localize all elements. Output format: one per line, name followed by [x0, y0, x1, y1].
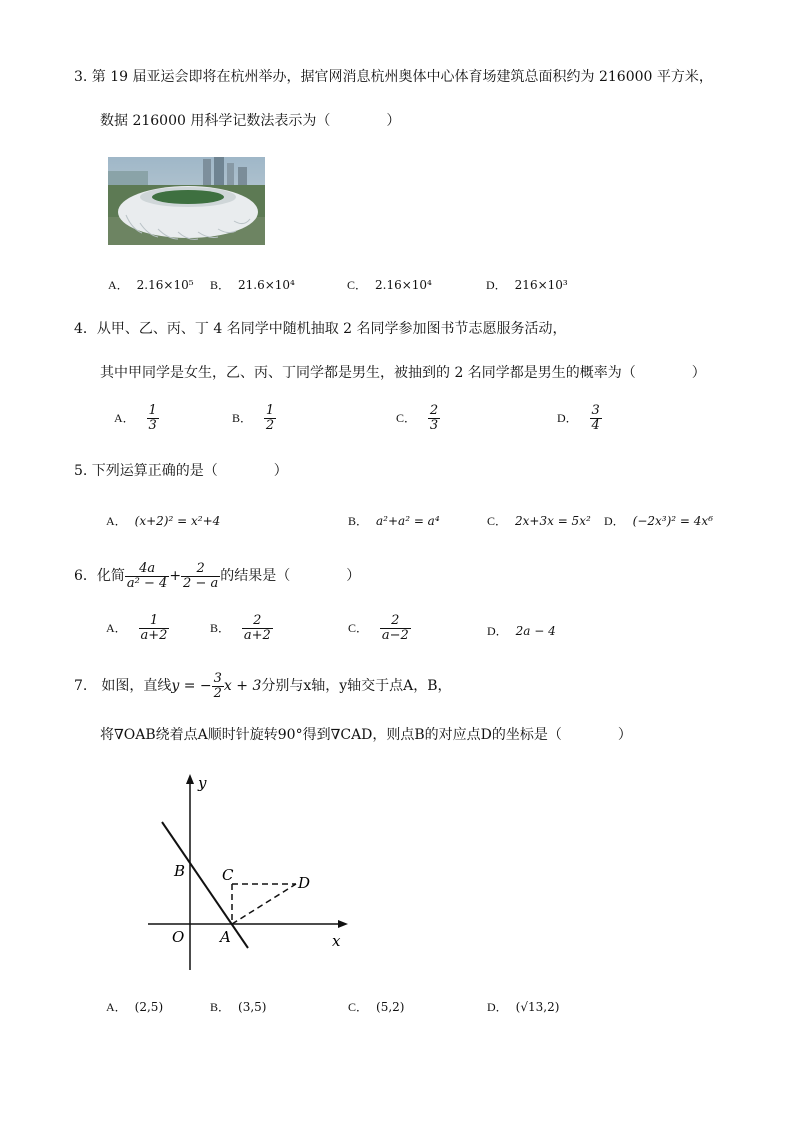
label-d: D: [298, 874, 311, 892]
q7-slope-fraction: $\frac{3}{2}$: [213, 670, 222, 701]
label-b: B: [174, 862, 186, 880]
q5-option-d[interactable]: D． (−2x³)² = 4x⁶: [604, 514, 714, 528]
q7-option-a[interactable]: A． (2,5): [106, 1000, 164, 1014]
q5-line1: 5. 下列运算正确的是（ ）: [74, 463, 288, 479]
q3-option-a[interactable]: A． 2.16×10⁵: [108, 278, 194, 292]
label-y: y: [198, 774, 207, 792]
q6-option-b[interactable]: B． $\frac{2}{a+2}$: [210, 613, 271, 643]
q5-option-b[interactable]: B． a²+a² = a⁴: [348, 514, 440, 528]
q4-line1: 4．从甲、乙、丙、丁 4 名同学中随机抽取 2 名同学参加图书节志愿服务活动，: [74, 321, 567, 337]
q6-option-c[interactable]: C． $\frac{2}{a-2}$: [348, 613, 409, 643]
q6-option-d[interactable]: D． 2a − 4: [487, 624, 556, 638]
q4-option-d-fraction: $\frac{3}{4}$: [591, 403, 600, 433]
q4-option-d[interactable]: D． $\frac{3}{4}$: [557, 403, 600, 433]
q7-option-c[interactable]: C． (5,2): [348, 1000, 405, 1014]
q7-line1: 7. 如图，直线y = − $\frac{3}{2}$ x + 3分别与x轴，y轴交于点A，B，: [74, 670, 452, 701]
stadium-photo: [108, 157, 265, 245]
label-x: x: [332, 932, 341, 950]
q4-line2: 其中甲同学是女生，乙、丙、丁同学都是男生，被抽到的 2 名同学都是男生的概率为（ ）: [100, 365, 706, 381]
label-o: O: [172, 928, 185, 946]
y-axis-arrow-icon: [186, 774, 194, 784]
q4-option-b[interactable]: B． $\frac{1}{2}$: [232, 403, 275, 433]
q6-line1: 6．化简 $\frac{4a}{\text{a² − 4}}$ + $\frac{2}{2 - a}$ 的结果是（ ）: [74, 560, 361, 591]
q6-fraction-1: $\frac{4a}{\text{a² − 4}}$: [126, 560, 168, 591]
q5-option-a[interactable]: A． (x+2)² = x²+4: [106, 514, 221, 528]
x-axis-arrow-icon: [338, 920, 348, 928]
q7-option-d[interactable]: D． (√13,2): [487, 1000, 560, 1014]
q3-option-c[interactable]: C． 2.16×10⁴: [347, 278, 432, 292]
q4-option-a[interactable]: A． $\frac{1}{3}$: [114, 403, 157, 433]
q6-option-a[interactable]: A． $\frac{1}{a+2}$: [106, 613, 168, 643]
label-a: A: [220, 928, 231, 946]
label-c: C: [222, 866, 234, 884]
q6-option-a-fraction: $\frac{1}{a+2}$: [140, 613, 168, 643]
q7-line2: 将∇OAB绕着点A顺时针旋转90°得到∇CAD，则点B的对应点D的坐标是（ ）: [100, 727, 632, 743]
q5-option-c[interactable]: C． 2x+3x = 5x²: [487, 514, 591, 528]
segment-ad: [232, 884, 296, 924]
q3-option-b[interactable]: B． 21.6×10⁴: [210, 278, 295, 292]
q4-option-c-fraction: $\frac{2}{3}$: [429, 403, 439, 433]
q3-line2: 数据 216000 用科学记数法表示为（ ）: [100, 113, 401, 129]
q6-option-b-fraction: $\frac{2}{a+2}$: [243, 613, 271, 643]
q3-line1: 3. 第 19 届亚运会即将在杭州举办，据官网消息杭州奥体中心体育场建筑总面积约为 216000 平方米，: [74, 69, 713, 85]
q3-option-d[interactable]: D． 216×10³: [486, 278, 568, 292]
q7-option-b[interactable]: B． (3,5): [210, 1000, 267, 1014]
coordinate-figure: [140, 770, 360, 984]
q4-option-a-fraction: $\frac{1}{3}$: [148, 403, 157, 433]
q6-fraction-2: $\frac{2}{2 - a}$: [183, 560, 219, 591]
q6-option-c-fraction: $\frac{2}{a-2}$: [381, 613, 409, 643]
q4-option-c[interactable]: C． $\frac{2}{3}$: [396, 403, 439, 433]
q4-option-b-fraction: $\frac{1}{2}$: [265, 403, 275, 433]
